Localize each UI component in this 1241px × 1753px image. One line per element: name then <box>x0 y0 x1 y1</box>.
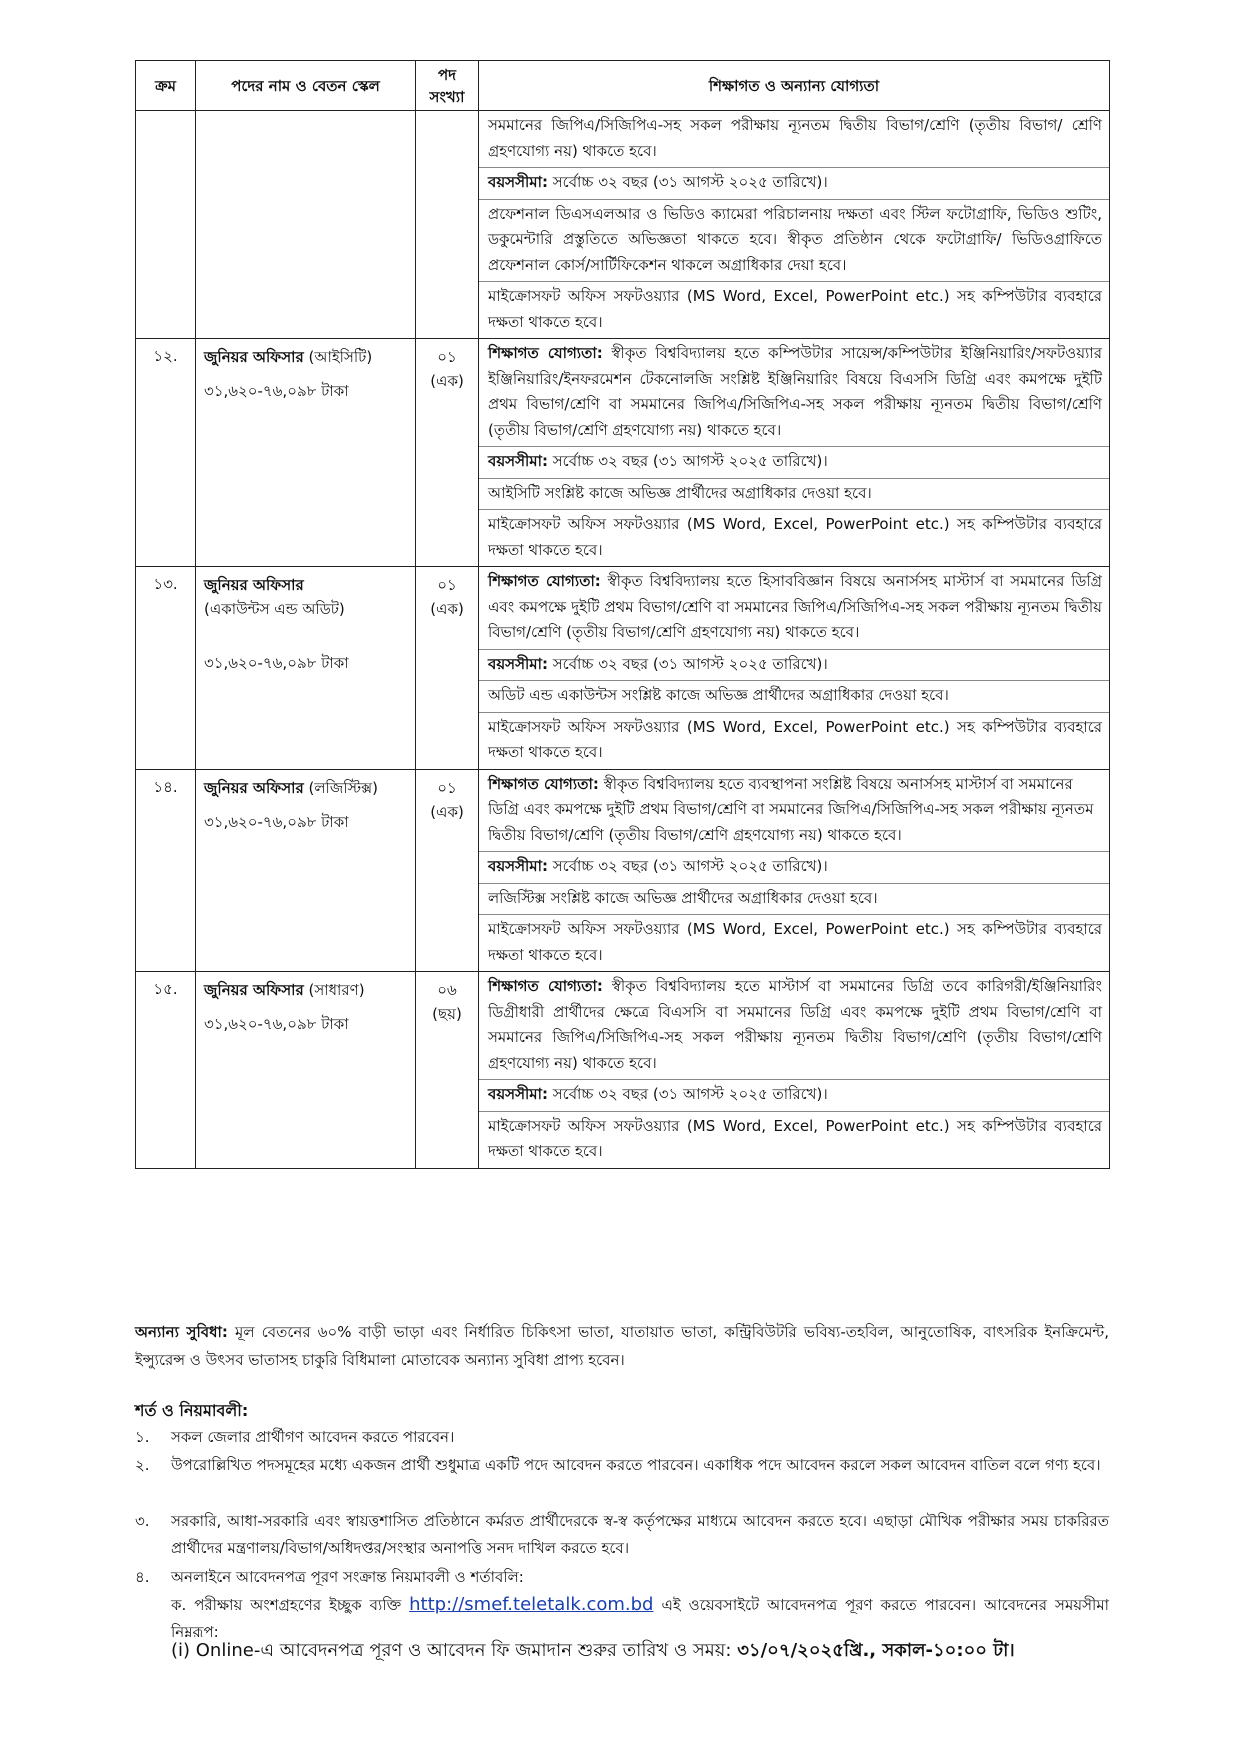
rule-item <box>135 1564 1109 1644</box>
rules-title: শর্ত ও নিয়মাবলী: <box>135 1401 249 1420</box>
benefits-label: অন্যান্য সুবিধা: <box>135 1323 228 1341</box>
rule-text: সরকারি, আধা-সরকারি এবং স্বায়ত্তশাসিত প্রতিষ্ঠানে কর্মরত প্রার্থীদেরকে স্ব-স্ব কর্তৃপক্ষের মাধ্যমে আবেদন করতে হবে। এছাড়া মৌখিক পরীক্ষার সময় চাকরিরত প্রার্থীদের মন্ত্রণালয়/বিভাগ/অধিদপ্তর/সংস্থার অনাপত্তি সনদ দাখিল করতে হবে। <box>171 1512 1109 1557</box>
header-qualification: শিক্ষাগত ও অন্যান্য যোগ্যতা <box>479 61 1110 111</box>
header-post-name: পদের নাম ও বেতন স্কেল <box>196 61 416 111</box>
edu-label: শিক্ষাগত যোগ্যতা: <box>488 572 601 590</box>
post-count: ০১ <box>437 778 457 797</box>
post-cell <box>196 769 416 972</box>
post-count-words: (এক) <box>430 372 464 390</box>
serial-cell: ১২. <box>136 339 196 567</box>
table-row <box>136 769 1110 972</box>
table-row <box>136 111 1110 339</box>
post-dept: (সাধারণ) <box>303 981 365 999</box>
edu-requirement <box>479 567 1109 650</box>
serial-cell: ১৩. <box>136 567 196 770</box>
office-skill-requirement: মাইক্রোসফট অফিস সফটওয়্যার (MS Word, Excel, PowerPoint etc.) সহ কম্পিউটার ব্যবহারে দক্ষতা থাকতে হবে। <box>488 1116 1102 1160</box>
rule-item <box>135 1508 1109 1562</box>
age-label: বয়সসীমা: <box>488 857 548 875</box>
serial-cell: ১৪. <box>136 769 196 972</box>
age-text: সর্বোচ্চ ৩২ বছর (৩১ আগস্ট ২০২৫ তারিখে)। <box>547 452 828 470</box>
serial-cell: ১৫. <box>136 972 196 1169</box>
age-limit <box>479 168 1109 200</box>
rule-number: ৩. <box>135 1512 150 1530</box>
post-count-words: (এক) <box>430 600 464 618</box>
post-cell <box>196 339 416 567</box>
sub-rule-a <box>171 1596 1109 1641</box>
age-text: সর্বোচ্চ ৩২ বছর (৩১ আগস্ট ২০২৫ তারিখে)। <box>547 1085 828 1103</box>
experience-requirement: লজিস্টিক্স সংশ্লিষ্ট কাজে অভিজ্ঞ প্রার্থীদের অগ্রাধিকার দেওয়া হবে। <box>479 884 1109 916</box>
count-cell <box>416 339 479 567</box>
experience-requirement: অডিট এন্ড একাউন্টস সংশ্লিষ্ট কাজে অভিজ্ঞ প্রার্থীদের অগ্রাধিকার দেওয়া হবে। <box>479 681 1109 713</box>
post-title: জুনিয়র অফিসার <box>204 576 304 594</box>
rule-number: ১. <box>135 1428 150 1446</box>
post-cell <box>196 567 416 770</box>
count-cell <box>416 111 479 339</box>
rule-text: উপরোল্লিখিত পদসমূহের মধ্যে একজন প্রার্থী শুধুমাত্র একটি পদে আবেদন করতে পারবেন। একাধিক পদে আবেদন করলে সকল আবেদন বাতিল বলে গণ্য হবে। <box>171 1456 1101 1474</box>
post-title: জুনিয়র অফিসার <box>204 348 304 366</box>
count-cell <box>416 972 479 1169</box>
pay-scale: ৩১,৬২০-৭৬,০৯৮ টাকা <box>204 654 349 672</box>
edu-requirement: সমমানের জিপিএ/সিজিপিএ-সহ সকল পরীক্ষায় ন্যূনতম দ্বিতীয় বিভাগ/শ্রেণি (তৃতীয় বিভাগ/ শ্রেণি গ্রহণযোগ্য নয়) থাকতে হবে। <box>479 111 1109 168</box>
header-serial: ক্রম <box>136 61 196 111</box>
post-count: ০১ <box>437 576 457 594</box>
online-start-date: ৩১/০৭/২০২৫খ্রি., সকাল-১০:০০ টা। <box>737 1640 1015 1661</box>
count-cell <box>416 769 479 972</box>
rule-number: ২. <box>135 1456 150 1474</box>
serial-cell <box>136 111 196 339</box>
qualification-cell <box>479 567 1110 770</box>
age-limit <box>479 447 1109 479</box>
benefits-text: মূল বেতনের ৬০% বাড়ী ভাড়া এবং নির্ধারিত চিকিৎসা ভাতা, যাতায়াত ভাতা, কন্ট্রিবিউটরি ভবিষ্য-তহবিল, আনুতোষিক, বাৎসরিক ইনক্রিমেন্ট, ইন্স্যুরেন্স ও উৎসব ভাতাসহ চাকুরি বিধিমালা মোতাবেক অন্যান্য সুবিধা প্রাপ্য হবেন। <box>135 1323 1109 1369</box>
post-count: ০৬ <box>437 981 457 999</box>
post-count: ০১ <box>437 348 457 366</box>
rule-number: ৪. <box>135 1568 150 1586</box>
experience-requirement: আইসিটি সংশ্লিষ্ট কাজে অভিজ্ঞ প্রার্থীদের অগ্রাধিকার দেওয়া হবে। <box>479 479 1109 511</box>
online-application-start <box>171 1637 1015 1665</box>
qualification-cell <box>479 339 1110 567</box>
online-start-label: (i) Online-এ আবেদনপত্র পূরণ ও আবেদন ফি জমাদান শুরুর তারিখ ও সময়: <box>171 1640 738 1661</box>
age-label: বয়সসীমা: <box>488 1085 548 1103</box>
post-dept: (আইসিটি) <box>303 348 373 366</box>
edu-requirement <box>479 770 1109 853</box>
edu-text: স্বীকৃত বিশ্ববিদ্যালয় হতে হিসাববিজ্ঞান বিষয়ে অনার্সসহ মাস্টার্স বা সমমানের ডিগ্রি এবং কমপক্ষে দুইটি প্রথম বিভাগ/শ্রেণি বা সমমানের জিপিএ/সিজিপিএ-সহ সকল পরীক্ষায় ন্যূনতম দ্বিতীয় বিভাগ/শ্রেণি (তৃতীয় বিভাগ/শ্রেণি গ্রহণযোগ্য নয়) থাকতে হবে। <box>488 572 1103 641</box>
age-text: সর্বোচ্চ ৩২ বছর (৩১ আগস্ট ২০২৫ তারিখে)। <box>547 857 828 875</box>
count-cell <box>416 567 479 770</box>
experience-requirement: প্রফেশনাল ডিএসএলআর ও ভিডিও ক্যামেরা পরিচালনায় দক্ষতা এবং স্টিল ফটোগ্রাফি, ভিডিও শুটিং, ডকুমেন্টারি প্রস্তুতিতে অভিজ্ঞতা থাকতে হবে। স্বীকৃত প্রতিষ্ঠান থেকে ফটোগ্রাফি/ ভিডিওগ্রাফিতে প্রফেশনাল কোর্স/সার্টিফিকেশন থাকলে অগ্রাধিকার দেয়া হবে। <box>479 200 1109 283</box>
edu-text: স্বীকৃত বিশ্ববিদ্যালয় হতে মাস্টার্স বা সমমানের ডিগ্রি তবে কারিগরী/ইঞ্জিনিয়ারিং ডিগ্রীধারী প্রার্থীদের ক্ষেত্রে বিএসসি বা সমমানের ডিগ্রি এবং কমপক্ষে দুইটি প্রথম বিভাগ/শ্রেণি বা সমমানের জিপিএ/সিজিপিএ-সহ সকল পরীক্ষায় ন্যূনতম দ্বিতীয় বিভাগ/শ্রেণি (তৃতীয় বিভাগ/শ্রেণি গ্রহণযোগ্য নয়) থাকতে হবে। <box>488 977 1103 1072</box>
table-row <box>136 972 1110 1169</box>
post-count-words: (ছয়) <box>432 1005 462 1023</box>
job-table <box>135 60 1110 1169</box>
post-cell <box>196 111 416 339</box>
office-skill-requirement: মাইক্রোসফট অফিস সফটওয়্যার (MS Word, Excel, PowerPoint etc.) সহ কম্পিউটার ব্যবহারে দক্ষতা থাকতে হবে। <box>488 515 1102 559</box>
office-skill-requirement: মাইক্রোসফট অফিস সফটওয়্যার (MS Word, Excel, PowerPoint etc.) সহ কম্পিউটার ব্যবহারে দক্ষতা থাকতে হবে। <box>488 717 1102 761</box>
sub-rule-a-suffix: এই ওয়েবসাইটে আবেদনপত্র পূরণ করতে পারবেন। আবেদনের সময়সীমা নিম্নরূপ: <box>171 1596 1109 1641</box>
pay-scale: ৩১,৬২০-৭৬,০৯৮ টাকা <box>204 812 349 831</box>
edu-label: শিক্ষাগত যোগ্যতা: <box>488 774 599 793</box>
edu-text: স্বীকৃত বিশ্ববিদ্যালয় হতে কম্পিউটার সায়েন্স/কম্পিউটার ইঞ্জিনিয়ারিং/সফটওয়্যার ইঞ্জিনিয়ারিং/ইনফরমেশন টেকনোলজি সংশ্লিষ্ট ইঞ্জিনিয়ারিং বিষয়ে বিএসসি ডিগ্রি এবং কমপক্ষে দুইটি প্রথম বিভাগ/শ্রেণি বা সমমানের জিপিএ/সিজিপিএ-সহ সকল পরীক্ষায় ন্যূনতম দ্বিতীয় বিভাগ/শ্রেণি (তৃতীয় বিভাগ/শ্রেণি গ্রহণযোগ্য নয়) থাকতে হবে। <box>488 344 1103 439</box>
post-cell <box>196 972 416 1169</box>
post-dept: (একাউন্টস এন্ড অডিট) <box>204 600 345 618</box>
office-skill-requirement: মাইক্রোসফট অফিস সফটওয়্যার (MS Word, Excel, PowerPoint etc.) সহ কম্পিউটার ব্যবহারে দক্ষতা থাকতে হবে। <box>488 287 1102 331</box>
other-benefits <box>135 1318 1109 1374</box>
edu-requirement <box>479 339 1109 447</box>
age-limit <box>479 650 1109 682</box>
rule-item <box>135 1424 1109 1451</box>
table-row <box>136 567 1110 770</box>
rule-text: সকল জেলার প্রার্থীগণ আবেদন করতে পারবেন। <box>171 1428 455 1446</box>
post-title: জুনিয়র অফিসার <box>204 778 304 797</box>
edu-requirement <box>479 972 1109 1080</box>
pay-scale: ৩১,৬২০-৭৬,০৯৮ টাকা <box>204 1015 349 1033</box>
application-website-link[interactable]: http://smef.teletalk.com.bd <box>409 1594 654 1615</box>
age-limit <box>479 852 1109 884</box>
pay-scale: ৩১,৬২০-৭৬,০৯৮ টাকা <box>204 382 349 400</box>
age-text: সর্বোচ্চ ৩২ বছর (৩১ আগস্ট ২০২৫ তারিখে)। <box>547 173 828 191</box>
sub-rule-a-prefix: ক. পরীক্ষায় অংশগ্রহণের ইচ্ছুক ব্যক্তি <box>171 1596 410 1614</box>
office-skill-requirement: মাইক্রোসফট অফিস সফটওয়্যার (MS Word, Excel, PowerPoint etc.) সহ কম্পিউটার ব্যবহারে দক্ষতা থাকতে হবে। <box>488 920 1102 964</box>
age-label: বয়সসীমা: <box>488 654 548 673</box>
rule-text: অনলাইনে আবেদনপত্র পূরণ সংক্রান্ত নিয়মাবলী ও শর্তাবলি: <box>171 1568 524 1586</box>
age-label: বয়সসীমা: <box>488 173 548 191</box>
edu-label: শিক্ষাগত যোগ্যতা: <box>488 344 603 362</box>
age-text: সর্বোচ্চ ৩২ বছর (৩১ আগস্ট ২০২৫ তারিখে)। <box>547 654 828 673</box>
qualification-cell <box>479 972 1110 1169</box>
table-header-row <box>136 61 1110 111</box>
qualification-cell <box>479 769 1110 972</box>
header-post-count: পদ সংখ্যা <box>416 61 479 111</box>
edu-label: শিক্ষাগত যোগ্যতা: <box>488 977 603 995</box>
edu-text: স্বীকৃত বিশ্ববিদ্যালয় হতে ব্যবস্থাপনা সংশ্লিষ্ট বিষয়ে অনার্সসহ মাস্টার্স বা সমমানের ডিগ্রি এবং কমপক্ষে দুইটি প্রথম বিভাগ/শ্রেণি বা সমমানের জিপিএ/সিজিপিএ-সহ সকল পরীক্ষায় ন্যূনতম দ্বিতীয় বিভাগ/শ্রেণি (তৃতীয় বিভাগ/শ্রেণি গ্রহণযোগ্য নয়) থাকতে হবে। <box>488 774 1094 844</box>
post-title: জুনিয়র অফিসার <box>204 981 304 999</box>
post-dept: (লজিস্টিক্স) <box>303 778 379 797</box>
post-count-words: (এক) <box>430 802 464 821</box>
qualification-cell <box>479 111 1110 339</box>
table-row <box>136 339 1110 567</box>
age-label: বয়সসীমা: <box>488 452 548 470</box>
rule-text-block <box>171 1564 1109 1646</box>
rule-item <box>135 1452 1109 1506</box>
age-limit <box>479 1080 1109 1112</box>
